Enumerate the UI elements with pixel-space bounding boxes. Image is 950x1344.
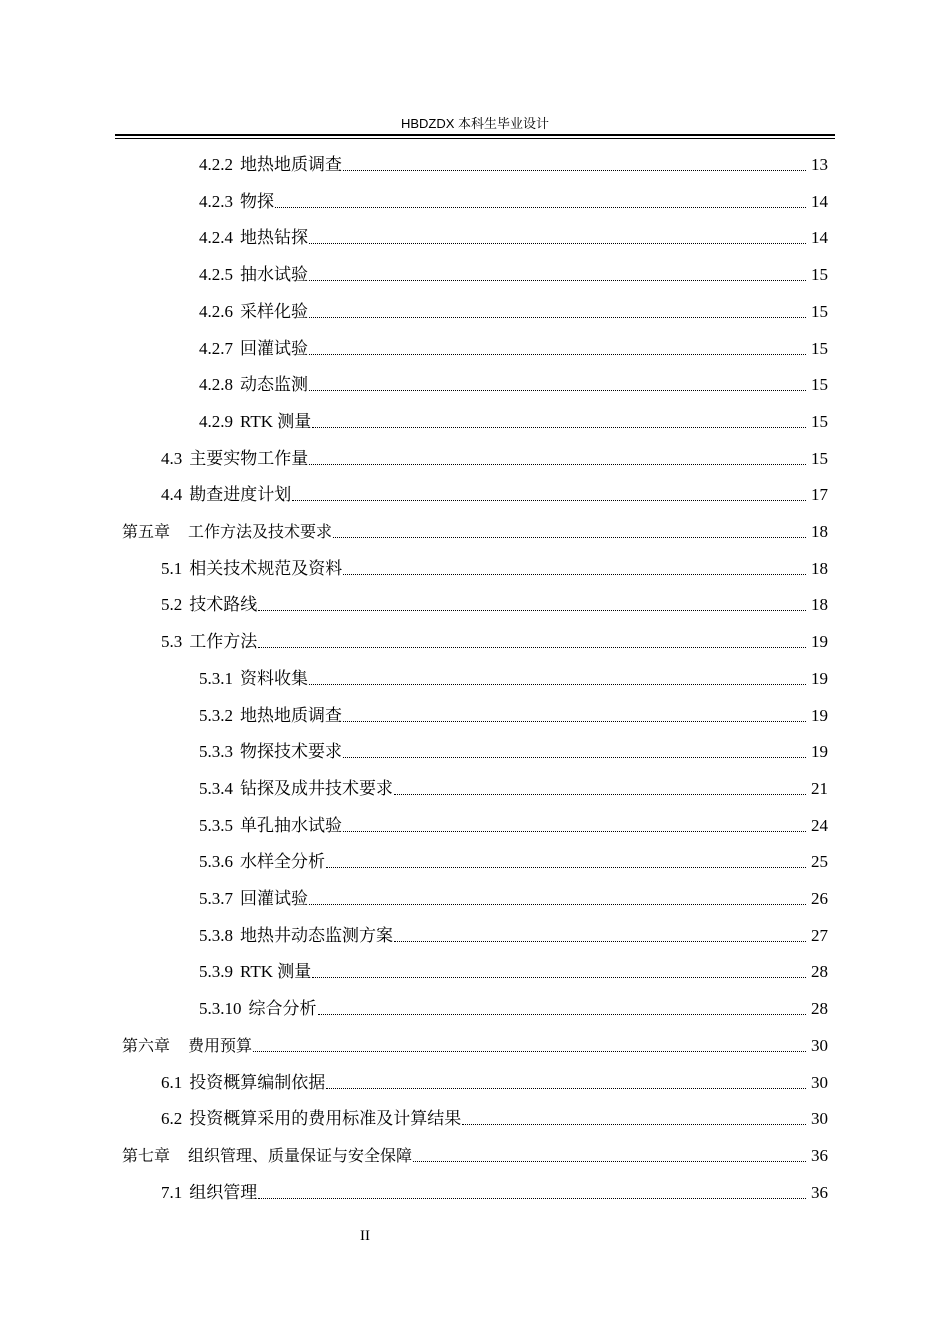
toc-entry-title: 工作方法 [189, 632, 258, 652]
toc-dot-leader [462, 1124, 806, 1125]
toc-entry[interactable] [199, 813, 828, 837]
toc-entry-title: 投资概算采用的费用标准及计算结果 [189, 1109, 462, 1129]
toc-dot-leader [309, 464, 806, 465]
toc-dot-leader [275, 207, 806, 208]
toc-entry-text [199, 154, 342, 176]
toc-dot-leader [309, 684, 806, 685]
toc-entry-number: 5.2 [161, 595, 183, 615]
toc-dot-leader [413, 1161, 806, 1162]
toc-entry-title: 综合分析 [248, 999, 317, 1019]
toc-entry-text [122, 1035, 252, 1057]
toc-entry-number: 5.3.5 [199, 815, 233, 835]
toc-entry-page: 24 [811, 815, 828, 835]
toc-entry-title: 物探 [240, 191, 274, 211]
toc-entry-text [161, 484, 291, 506]
toc-dot-leader [343, 721, 806, 722]
toc-entry[interactable] [161, 629, 828, 653]
toc-entry[interactable] [199, 996, 828, 1020]
toc-entry-text [122, 521, 332, 543]
toc-dot-leader [343, 574, 806, 575]
toc-entry-number: 6.1 [161, 1072, 183, 1092]
toc-dot-leader [326, 867, 806, 868]
toc-entry-page: 36 [811, 1182, 828, 1202]
toc-entry[interactable] [199, 262, 828, 286]
toc-entry-text [199, 998, 317, 1020]
toc-entry-number: 4.2.9 [199, 411, 233, 431]
toc-entry-page: 18 [811, 595, 828, 615]
toc-entry[interactable] [161, 1070, 828, 1094]
toc-dot-leader [343, 757, 806, 758]
toc-entry-title: 地热地质调查 [240, 155, 342, 174]
toc-dot-leader [312, 427, 806, 428]
toc-entry-title: 费用预算 [188, 1035, 253, 1055]
toc-entry[interactable] [199, 152, 828, 176]
toc-entry-page: 27 [811, 925, 828, 945]
toc-entry[interactable] [122, 519, 828, 543]
toc-entry-text [199, 374, 308, 396]
toc-dot-leader [343, 170, 806, 171]
toc-entry-page: 15 [811, 301, 828, 321]
toc-entry-title: 技术路线 [189, 595, 258, 615]
toc-dot-leader [258, 610, 806, 611]
toc-entry-number: 5.3.2 [199, 705, 233, 725]
toc-entry[interactable] [199, 299, 828, 323]
toc-entry-number: 4.2.6 [199, 301, 233, 321]
toc-entry-title: 回灌试验 [240, 338, 308, 358]
toc-entry-number: 4.2.3 [199, 191, 233, 211]
toc-entry-title: RTK 测量 [240, 411, 312, 431]
toc-entry-title: RTK 测量 [240, 962, 312, 982]
toc-entry-text [199, 705, 342, 727]
toc-dot-leader [309, 390, 806, 391]
toc-entry[interactable] [199, 923, 828, 947]
toc-entry-page: 13 [811, 155, 828, 174]
toc-entry-number: 5.3 [161, 632, 183, 652]
toc-entry-number: 5.3.9 [199, 962, 233, 982]
toc-entry[interactable] [161, 556, 828, 580]
toc-entry-number: 4.2.4 [199, 228, 233, 248]
toc-entry-number: 4.2.8 [199, 375, 233, 395]
toc-entry-text [199, 301, 308, 323]
toc-entry-title: 水样全分析 [240, 852, 325, 872]
toc-entry-number: 第六章 [122, 1035, 171, 1055]
toc-entry-page: 30 [811, 1035, 828, 1055]
toc-entry-page: 15 [811, 448, 828, 468]
toc-dot-leader [309, 243, 806, 244]
toc-entry-text [199, 668, 308, 690]
toc-entry-text [161, 1108, 461, 1130]
toc-entry-page: 17 [811, 485, 828, 505]
toc-entry[interactable] [199, 372, 828, 396]
toc-dot-leader [326, 1088, 806, 1089]
toc-entry-text [199, 411, 311, 433]
toc-entry-page: 28 [811, 999, 828, 1019]
toc-entry-page: 14 [811, 228, 828, 248]
toc-entry-page: 19 [811, 705, 828, 725]
toc-entry-page: 30 [811, 1109, 828, 1129]
toc-entry-text [199, 888, 308, 910]
toc-entry-text [161, 631, 257, 653]
toc-entry-page: 19 [811, 668, 828, 688]
toc-entry-title: 组织管理、质量保证与安全保障 [188, 1145, 413, 1165]
toc-dot-leader [309, 280, 806, 281]
toc-dot-leader [343, 831, 806, 832]
toc-entry-title: 回灌试验 [240, 889, 308, 908]
toc-entry-title: 采样化验 [240, 301, 308, 321]
toc-entry-text [199, 851, 325, 873]
toc-dot-leader [318, 1014, 807, 1015]
toc-entry-number: 4.4 [161, 485, 183, 505]
toc-entry-title: 勘查进度计划 [189, 485, 292, 505]
toc-entry-text [199, 264, 308, 286]
toc-entry-title: 相关技术规范及资料 [189, 558, 343, 578]
toc-dot-leader [333, 537, 806, 538]
toc-entry-title: 物探技术要求 [240, 742, 342, 762]
toc-entry-page: 19 [811, 632, 828, 652]
toc-entry-number: 第五章 [122, 522, 171, 541]
toc-entry[interactable] [161, 1180, 828, 1204]
toc-entry-number: 5.3.4 [199, 778, 233, 798]
toc-entry-number: 6.2 [161, 1109, 183, 1129]
toc-entry[interactable] [161, 1106, 828, 1130]
toc-entry[interactable] [161, 446, 828, 470]
toc-entry-number: 5.3.7 [199, 889, 233, 908]
toc-entry-text [199, 815, 342, 837]
toc-entry-page: 25 [811, 852, 828, 872]
toc-entry[interactable] [122, 1143, 828, 1167]
toc-entry-text [199, 338, 308, 360]
toc-entry-title: 动态监测 [240, 375, 308, 395]
toc-entry-page: 21 [811, 778, 828, 798]
toc-entry-title: 主要实物工作量 [189, 448, 309, 468]
toc-entry-page: 18 [811, 558, 828, 578]
toc-entry[interactable] [161, 482, 828, 506]
toc-entry[interactable] [199, 849, 828, 873]
toc-entry-text [161, 448, 308, 470]
toc-entry-number: 7.1 [161, 1182, 183, 1202]
toc-dot-leader [309, 904, 806, 905]
toc-dot-leader [312, 977, 806, 978]
toc-entry-page: 15 [811, 265, 828, 285]
toc-dot-leader [309, 317, 806, 318]
toc-dot-leader [309, 354, 806, 355]
toc-entry[interactable] [199, 776, 828, 800]
toc-entry-page: 15 [811, 411, 828, 431]
page-number: II [360, 1228, 370, 1244]
toc-entry-title: 工作方法及技术要求 [188, 522, 333, 541]
toc-entry[interactable] [161, 592, 828, 616]
toc-dot-leader [292, 500, 806, 501]
toc-entry-number: 4.2.5 [199, 265, 233, 285]
toc-entry[interactable] [199, 409, 828, 433]
toc-entry[interactable] [199, 886, 828, 910]
toc-entry-title: 地热井动态监测方案 [240, 925, 393, 945]
toc-entry-number: 5.3.10 [199, 999, 242, 1019]
toc-entry-text [199, 778, 393, 800]
header-rule-thick [115, 134, 835, 136]
toc-entry[interactable] [199, 189, 828, 213]
toc-entry-number: 5.3.6 [199, 852, 233, 872]
toc-entry-text [161, 558, 342, 580]
toc-entry[interactable] [199, 959, 828, 983]
toc-entry-title: 资料收集 [240, 668, 308, 688]
toc-dot-leader [258, 647, 806, 648]
header-rule-thin [115, 138, 835, 139]
toc-entry-text [199, 191, 274, 213]
toc-dot-leader [394, 941, 806, 942]
toc-entry-number: 4.3 [161, 448, 183, 468]
toc-entry[interactable] [199, 703, 828, 727]
toc-entry-title: 地热地质调查 [240, 705, 342, 725]
running-header: HBDZDX 本科生毕业设计 [400, 116, 550, 131]
toc-entry[interactable] [199, 225, 828, 249]
toc-entry-text [122, 1145, 412, 1167]
toc-entry-page: 26 [811, 889, 828, 908]
toc-entry-title: 单孔抽水试验 [240, 815, 342, 835]
toc-entry-text [199, 961, 311, 983]
toc-entry-page: 36 [811, 1145, 828, 1165]
toc-entry[interactable] [199, 666, 828, 690]
toc-entry-text [161, 594, 257, 616]
toc-dot-leader [258, 1198, 806, 1199]
toc-entry-title: 抽水试验 [240, 265, 308, 285]
toc-entry[interactable] [199, 336, 828, 360]
toc-entry-text [199, 741, 342, 763]
toc-entry-text [161, 1072, 325, 1094]
toc-entry-title: 地热钻探 [240, 228, 308, 248]
toc-entry-number: 5.3.3 [199, 742, 233, 762]
toc-dot-leader [394, 794, 806, 795]
toc-entry-number: 4.2.7 [199, 338, 233, 358]
toc-entry-title: 组织管理 [189, 1182, 258, 1202]
toc-entry-title: 钻探及成井技术要求 [240, 778, 393, 798]
toc-entry[interactable] [122, 1033, 828, 1057]
toc-entry-title: 投资概算编制依据 [189, 1072, 326, 1092]
toc-entry[interactable] [199, 739, 828, 763]
toc-entry-number: 4.2.2 [199, 155, 233, 174]
toc-entry-number: 第七章 [122, 1145, 171, 1165]
toc-entry-text [199, 227, 308, 249]
toc-entry-page: 30 [811, 1072, 828, 1092]
toc-entry-page: 15 [811, 338, 828, 358]
toc-entry-page: 15 [811, 375, 828, 395]
toc-entry-page: 28 [811, 962, 828, 982]
toc-entry-text [199, 925, 393, 947]
toc-entry-text [161, 1182, 257, 1204]
toc-entry-number: 5.1 [161, 558, 183, 578]
toc-entry-page: 14 [811, 191, 828, 211]
toc-entry-page: 19 [811, 742, 828, 762]
toc-entry-number: 5.3.8 [199, 925, 233, 945]
toc-dot-leader [253, 1051, 806, 1052]
toc-entry-page: 18 [811, 522, 828, 541]
toc-entry-number: 5.3.1 [199, 668, 233, 688]
